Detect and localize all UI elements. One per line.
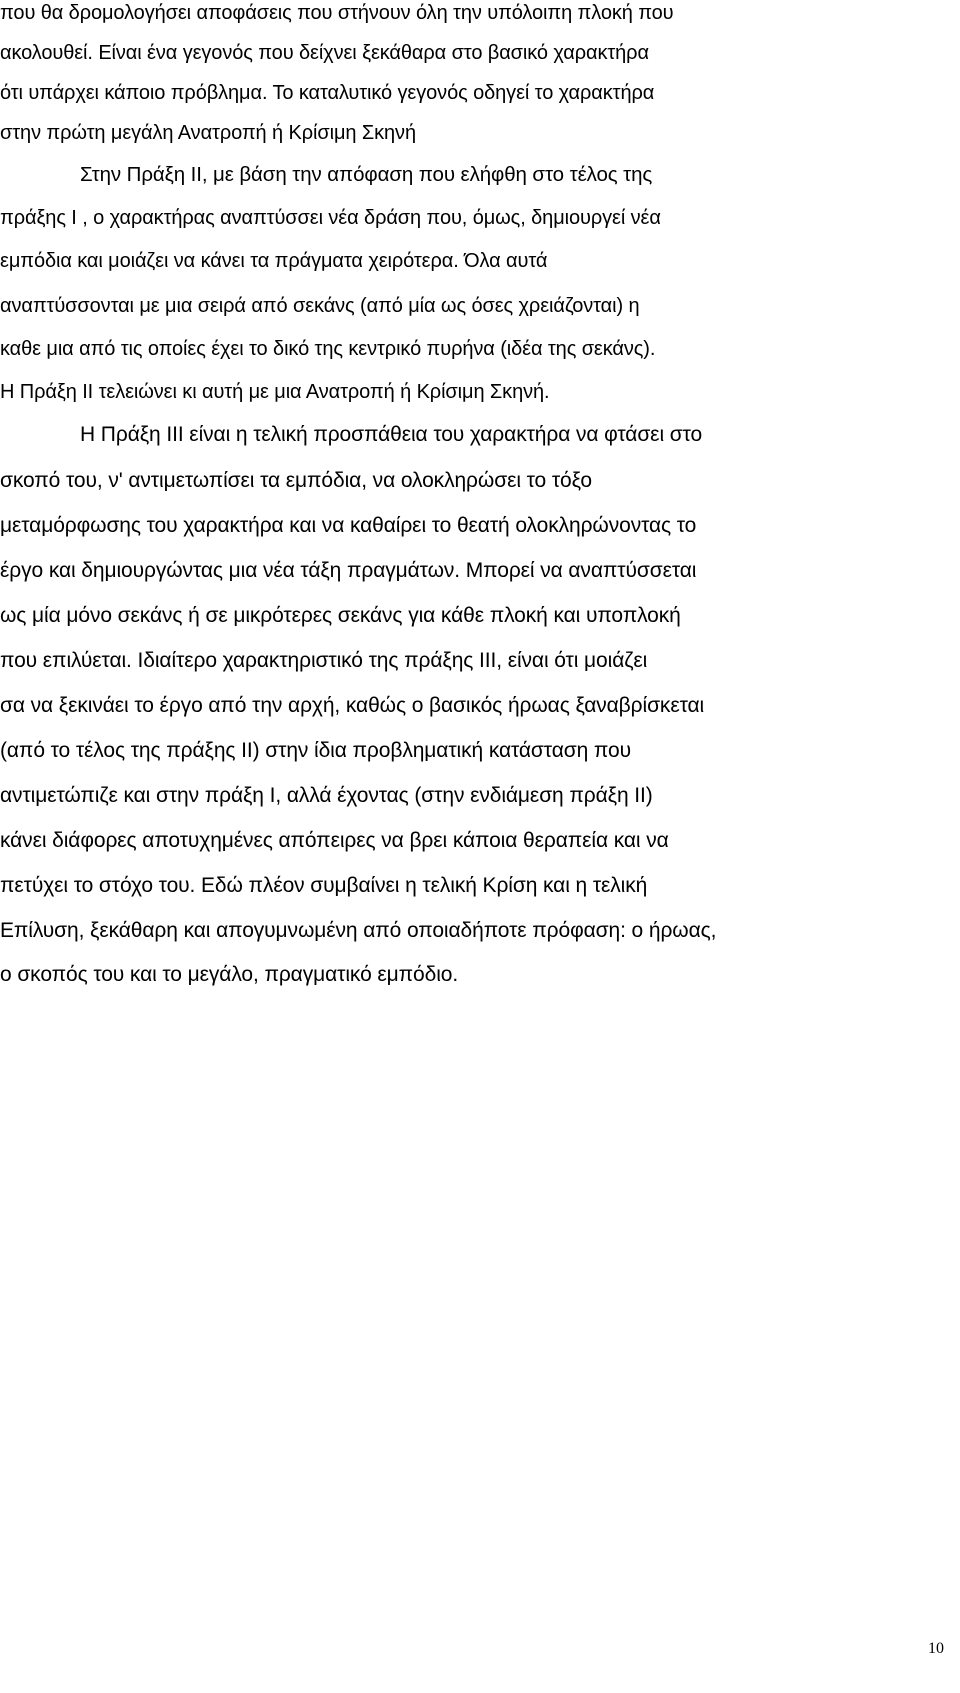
text-line: (από το τέλος της πράξης ΙΙ) στην ίδια προβληματική κατάσταση που bbox=[0, 739, 631, 762]
text-line: στην πρώτη μεγάλη Ανατροπή ή Κρίσιμη Σκηνή bbox=[0, 122, 416, 144]
text-line: κάνει διάφορες αποτυχημένες απόπειρες να βρει κάποια θεραπεία και να bbox=[0, 829, 669, 852]
text-line: Η Πράξη ΙΙΙ είναι η τελική προσπάθεια του χαρακτήρα να φτάσει στο bbox=[80, 423, 703, 446]
text-line: ως μία μόνο σεκάνς ή σε μικρότερες σεκάνς για κάθε πλοκή και υποπλοκή bbox=[0, 604, 681, 627]
text-line: μεταμόρφωσης του χαρακτήρα και να καθαίρει το θεατή ολοκληρώνοντας το bbox=[0, 514, 697, 537]
text-line: σκοπό του, ν' αντιμετωπίσει τα εμπόδια, να ολοκληρώσει το τόξο bbox=[0, 469, 592, 492]
text-line: ο σκοπός του και το μεγάλο, πραγματικό εμπόδιο. bbox=[0, 963, 459, 986]
text-line: εμπόδια και μοιάζει να κάνει τα πράγματα χειρότερα. Όλα αυτά bbox=[0, 250, 548, 272]
text-line: που θα δρομολογήσει αποφάσεις που στήνουν όλη την υπόλοιπη πλοκή που bbox=[0, 2, 674, 24]
text-line: καθε μια από τις οποίες έχει το δικό της κεντρικό πυρήνα (ιδέα της σεκάνς). bbox=[0, 338, 656, 360]
text-line: Η Πράξη ΙΙ τελειώνει κι αυτή με μια Ανατροπή ή Κρίσιμη Σκηνή. bbox=[0, 381, 550, 403]
text-line: πράξης Ι , ο χαρακτήρας αναπτύσσει νέα δράση που, όμως, δημιουργεί νέα bbox=[0, 207, 661, 229]
text-line: αναπτύσσονται με μια σειρά από σεκάνς (από μία ως όσες χρειάζονται) η bbox=[0, 295, 640, 317]
text-line: πετύχει το στόχο του. Εδώ πλέον συμβαίνει η τελική Κρίση και η τελική bbox=[0, 874, 648, 897]
text-line: Επίλυση, ξεκάθαρη και απογυμνωμένη από οποιαδήποτε πρόφαση: ο ήρωας, bbox=[0, 919, 717, 942]
text-line: που επιλύεται. Ιδιαίτερο χαρακτηριστικό της πράξης ΙΙΙ, είναι ότι μοιάζει bbox=[0, 649, 648, 672]
text-line: Στην Πράξη ΙΙ, με βάση την απόφαση που ελήφθη στο τέλος της bbox=[80, 163, 653, 186]
text-line: ότι υπάρχει κάποιο πρόβλημα. Το καταλυτικό γεγονός οδηγεί το χαρακτήρα bbox=[0, 82, 655, 104]
text-line: σα να ξεκινάει το έργο από την αρχή, καθώς ο βασικός ήρωας ξαναβρίσκεται bbox=[0, 694, 705, 717]
text-line: έργο και δημιουργώντας μια νέα τάξη πραγμάτων. Μπορεί να αναπτύσσεται bbox=[0, 559, 697, 582]
text-line: ακολουθεί. Είναι ένα γεγονός που δείχνει ξεκάθαρα στο βασικό χαρακτήρα bbox=[0, 42, 649, 64]
text-line: αντιμετώπιζε και στην πράξη Ι, αλλά έχοντας (στην ενδιάμεση πράξη ΙΙ) bbox=[0, 784, 653, 807]
page-number: 10 bbox=[928, 1640, 944, 1657]
